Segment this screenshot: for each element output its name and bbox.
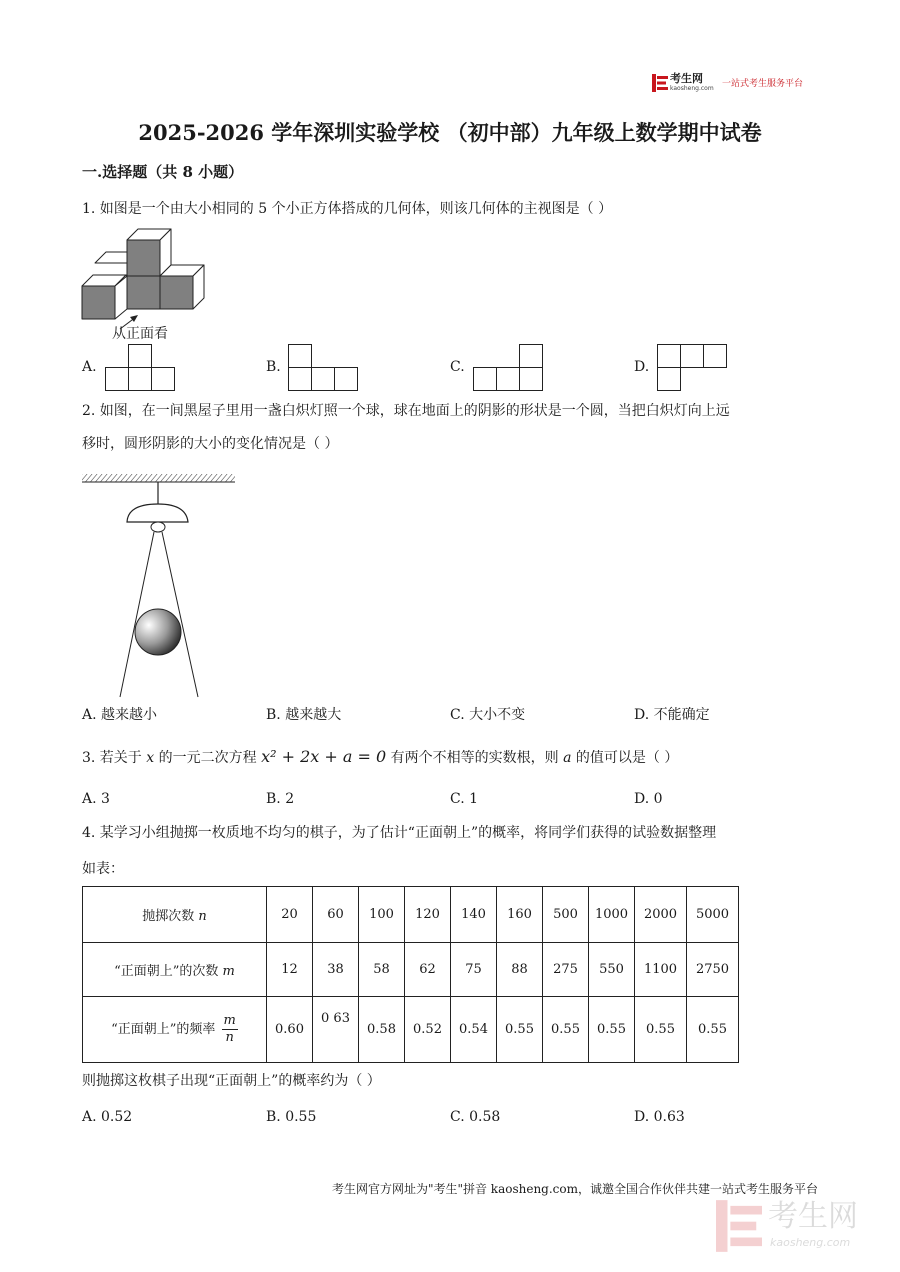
table-cell: 0.60 — [267, 997, 313, 1063]
q2-option-a[interactable]: A. 越来越小 — [82, 707, 158, 723]
lamp-ball-figure — [80, 470, 240, 700]
watermark-domain: kaosheng.com — [770, 1236, 851, 1249]
table-row — [83, 997, 739, 1063]
q3-post: 有两个不相等的实数根，则 — [390, 750, 559, 766]
question-4-prompt: 则抛掷这枚棋子出现“正面朝上”的概率约为（ ） — [82, 1073, 381, 1089]
ball — [135, 609, 181, 655]
q1-option-a-figure — [104, 344, 176, 392]
table-cell: 60 — [313, 887, 359, 943]
question-2-line-1: 2. 如图，在一间黑屋子里用一盏白炽灯照一个球，球在地面上的阴影的形状是一个圆，当把白炽灯向上远 — [82, 403, 730, 419]
table-cell: 500 — [543, 887, 589, 943]
question-3-text — [82, 747, 678, 768]
page-footer: 考生网官方网址为"考生"拼音 kaosheng.com，诚邀全国合作伙伴共建一站式考生服务平台 — [331, 1182, 818, 1196]
q4-option-d[interactable]: D. 0.63 — [634, 1109, 685, 1125]
q1-option-d[interactable]: D. — [634, 359, 650, 375]
row-header-tosses: 抛掷次数 n — [83, 887, 267, 943]
logo-name: 考生网 — [670, 72, 703, 85]
q3-option-a[interactable]: A. 3 — [82, 791, 110, 807]
table-cell: 0.54 — [451, 997, 497, 1063]
q1-option-c[interactable]: C. — [450, 359, 465, 375]
question-2-line-2: 移时，圆形阴影的大小的变化情况是（ ） — [82, 436, 339, 452]
q3-end: 的值可以是（ ） — [575, 750, 679, 766]
table-cell: 275 — [543, 943, 589, 997]
table-cell: 1100 — [635, 943, 687, 997]
table-cell: 2750 — [687, 943, 739, 997]
row-header-heads-count: “正面朝上”的次数 m — [83, 943, 267, 997]
q4-option-b[interactable]: B. 0.55 — [266, 1109, 317, 1125]
watermark-logo-icon — [716, 1198, 762, 1254]
q3-var-a: a — [563, 750, 572, 766]
table-cell: 88 — [497, 943, 543, 997]
q1-option-c-figure — [472, 344, 544, 392]
table-cell: 0.55 — [687, 997, 739, 1063]
q3-option-d[interactable]: D. 0 — [634, 791, 663, 807]
q4-option-c[interactable]: C. 0.58 — [450, 1109, 501, 1125]
table-cell: 58 — [359, 943, 405, 997]
table-row — [83, 943, 739, 997]
row-header-heads-frequency: “正面朝上”的频率 $\frac{m}{n}$ — [83, 997, 267, 1063]
table-row — [83, 887, 739, 943]
q2-option-b[interactable]: B. 越来越大 — [266, 707, 342, 723]
table-cell: 0.55 — [635, 997, 687, 1063]
table-cell: 140 — [451, 887, 497, 943]
table-cell: 120 — [405, 887, 451, 943]
table-cell: 20 — [267, 887, 313, 943]
front-view-label: 从正面看 — [112, 326, 168, 342]
table-cell: 550 — [589, 943, 635, 997]
q1-option-a[interactable]: A. — [82, 359, 97, 375]
light-bulb-icon — [151, 522, 165, 532]
q2-option-d[interactable]: D. 不能确定 — [634, 707, 710, 723]
header-logo — [652, 73, 822, 95]
table-cell: 62 — [405, 943, 451, 997]
table-cell: 75 — [451, 943, 497, 997]
kaosheng-logo-icon — [652, 74, 668, 92]
q1-option-d-figure — [656, 344, 728, 392]
logo-domain: kaosheng.com — [670, 85, 714, 92]
logo-slogan: 一站式考生服务平台 — [722, 79, 804, 89]
table-cell: 5000 — [687, 887, 739, 943]
q3-option-c[interactable]: C. 1 — [450, 791, 479, 807]
watermark-name: 考生网 — [768, 1199, 858, 1234]
table-cell: 0.58 — [359, 997, 405, 1063]
table-cell: 0 63 — [313, 997, 359, 1063]
q3-var-x: x — [146, 750, 155, 766]
q3-pre: 3. 若关于 — [82, 750, 142, 766]
table-cell: 0.55 — [543, 997, 589, 1063]
q3-equation: x² + 2x + a = 0 — [261, 747, 387, 766]
q2-option-c[interactable]: C. 大小不变 — [450, 707, 526, 723]
frequency-table — [82, 886, 739, 1063]
ceiling — [82, 474, 235, 482]
table-cell: 2000 — [635, 887, 687, 943]
table-cell: 12 — [267, 943, 313, 997]
fraction-m-over-n: $\frac{m}{n}$ — [223, 1013, 236, 1045]
table-cell: 0.55 — [589, 997, 635, 1063]
question-4-line-2: 如表： — [82, 861, 124, 877]
table-cell: 100 — [359, 887, 405, 943]
page-title: 2025-2026 学年深圳实验学校 （初中部）九年级上数学期中试卷 — [138, 120, 762, 145]
table-cell: 38 — [313, 943, 359, 997]
watermark-logo — [716, 1198, 876, 1254]
table-cell: 160 — [497, 887, 543, 943]
table-cell: 1000 — [589, 887, 635, 943]
section-heading: 一.选择题（共 8 小题） — [82, 163, 244, 181]
q3-option-b[interactable]: B. 2 — [266, 791, 295, 807]
q1-option-b-figure — [287, 344, 359, 392]
table-cell: 0.52 — [405, 997, 451, 1063]
question-1-text: 1. 如图是一个由大小相同的 5 个小正方体搭成的几何体，则该几何体的主视图是（ ） — [82, 201, 613, 217]
lamp-shade-icon — [127, 504, 188, 522]
table-cell: 0.55 — [497, 997, 543, 1063]
q1-option-b[interactable]: B. — [266, 359, 281, 375]
q4-option-a[interactable]: A. 0.52 — [82, 1109, 133, 1125]
question-4-line-1: 4. 某学习小组抛掷一枚质地不均匀的棋子，为了估计“正面朝上”的概率，将同学们获得的试验数据整理 — [82, 825, 717, 841]
q3-mid: 的一元二次方程 — [158, 750, 257, 766]
